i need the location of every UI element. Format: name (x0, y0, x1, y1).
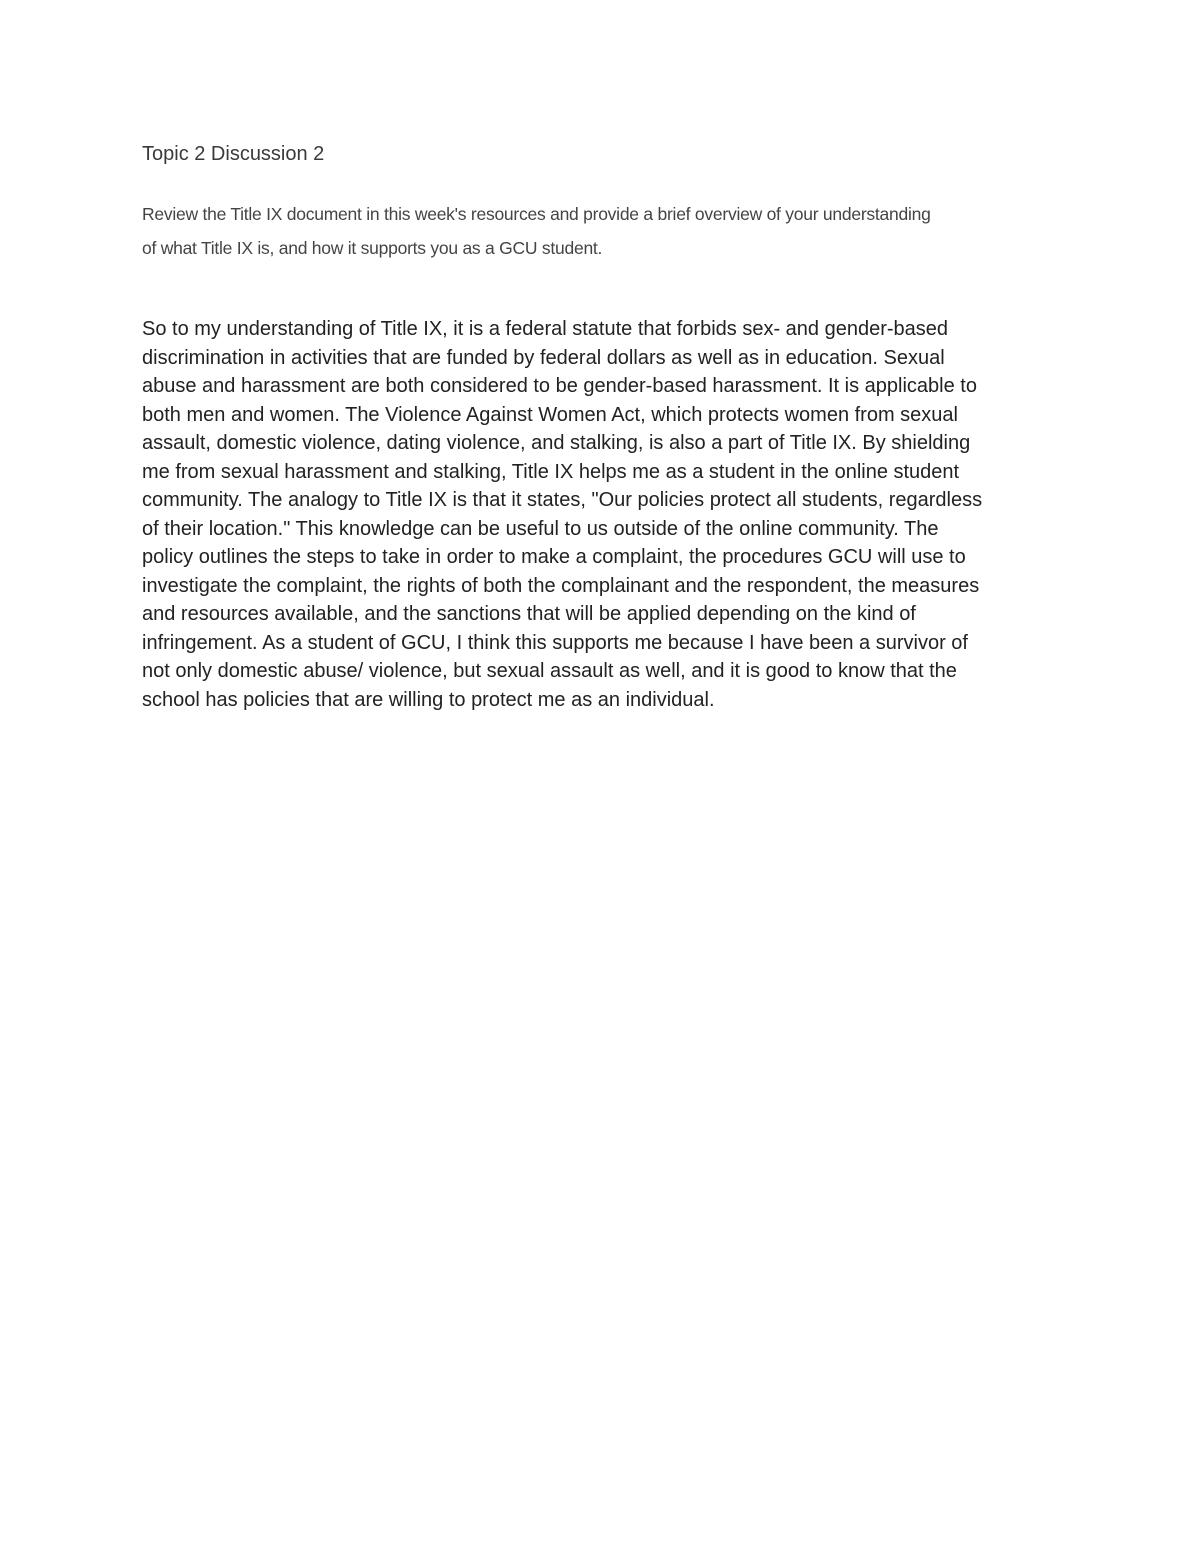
response-line: of their location." This knowledge can be useful to us outside of the online community. The (142, 517, 939, 540)
response-line: investigate the complaint, the rights of both the complainant and the respondent, the measures (142, 574, 980, 597)
prompt-line: Review the Title IX document in this week's resources and provide a brief overview of your understanding (142, 204, 931, 224)
response-line: school has policies that are willing to protect me as an individual. (142, 688, 715, 711)
response-line: abuse and harassment are both considered to be gender-based harassment. It is applicable to (142, 375, 977, 397)
response-line: both men and women. The Violence Against Women Act, which protects women from sexual (142, 403, 958, 426)
response-line: community. The analogy to Title IX is that it states, "Our policies protect all students, regardless (142, 489, 983, 511)
response-line: assault, domestic violence, dating violence, and stalking, is also a part of Title IX. By shielding (142, 432, 971, 454)
document-title: Topic 2 Discussion 2 (142, 143, 325, 165)
response-line: infringement. As a student of GCU, I think this supports me because I have been a survivor of (142, 631, 968, 654)
discussion-response (142, 315, 1062, 714)
response-line: policy outlines the steps to take in order to make a complaint, the procedures GCU will use to (142, 546, 966, 568)
response-line: So to my understanding of Title IX, it is a federal statute that forbids sex- and gender-based (142, 318, 949, 340)
prompt-line: of what Title IX is, and how it supports you as a GCU student. (142, 238, 603, 258)
response-line: me from sexual harassment and stalking, Title IX helps me as a student in the online student (142, 460, 960, 483)
response-line: and resources available, and the sanctions that will be applied depending on the kind of (142, 603, 916, 625)
response-line: not only domestic abuse/ violence, but sexual assault as well, and it is good to know that the (142, 660, 957, 682)
response-line: discrimination in activities that are funded by federal dollars as well as in education. Sexual (142, 346, 945, 369)
discussion-prompt (142, 197, 1082, 265)
